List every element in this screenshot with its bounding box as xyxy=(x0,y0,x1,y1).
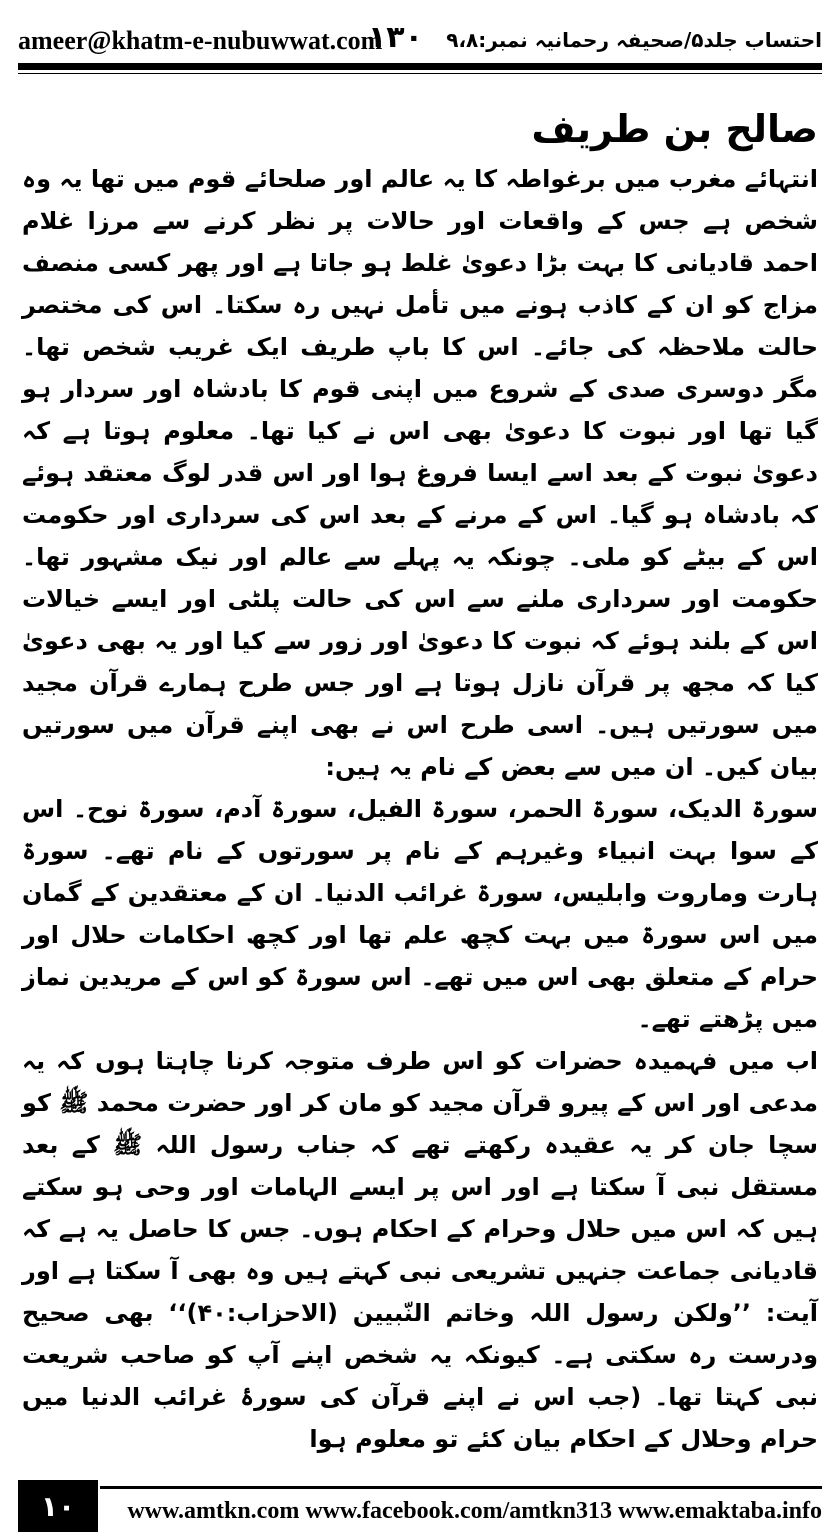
footer-rule xyxy=(100,1486,822,1489)
header-email: ameer@khatm-e-nubuwwat.com xyxy=(18,26,383,55)
article-paragraph-3: اب میں فہمیدہ حضرات کو اس طرف متوجہ کرنا چاہتا ہوں کہ یہ مدعی اور اس کے پیرو قرآن مجید کو مان کر اور حضرت محمد ﷺ کو سچا جان کر یہ عقیدہ رکھتے تھے کہ جناب رسول اللہ ﷺ کے بعد مستقل نبی آ سکتا ہے اور اس پر ایسے الہامات اور وحی ہو سکتے ہیں کہ اس میں حلال وحرام کے احکام ہوں۔ جس کا حاصل یہ ہے کہ قادیانی جماعت جنہیں تشریعی نبی کہتے ہیں وہ بھی آ سکتا ہے اور آیت: ’’ولکن رسول اللہ وخاتم النّبیین (الاحزاب:۴۰)‘‘ بھی صحیح ودرست رہ سکتی ہے۔ کیونکہ یہ شخص اپنے آپ کو صاحب شریعت نبی کہتا تھا۔ (جب اس نے اپنے قرآن کی سورۂ غرائب الدنیا میں حرام وحلال کے احکام بیان کئے تو معلوم ہوا xyxy=(22,1047,818,1453)
article-body xyxy=(22,100,818,1460)
article-paragraph-2: سورۃ الدیک، سورۃ الحمر، سورۃ الفیل، سورۃ آدم، سورۃ نوح۔ اس کے سوا بہت انبیاء وغیرہم کے نام پر سورتوں کے نام تھے۔ سورۃ ہارت وماروت وابلیس، سورۃ غرائب الدنیا۔ ان کے معتقدین کے گمان میں اس سورۃ میں بہت کچھ علم تھا اور کچھ احکامات حلال اور حرام کے متعلق بھی اس میں تھے۔ اس سورۃ کو اس کے مریدین نماز میں پڑھتے تھے۔ xyxy=(22,795,818,1033)
footer-page-number: ۱۰ xyxy=(18,1480,98,1532)
article-paragraph-1: انتہائے مغرب میں برغواطہ کا یہ عالم اور صلحائے قوم میں تھا یہ وہ شخص ہے جس کے واقعات اور حالات پر نظر کرنے سے مرزا غلام احمد قادیانی کا بہت بڑا دعویٰ غلط ہو جاتا ہے اور پھر کسی منصف مزاج کو ان کے کاذب ہونے میں تأمل نہیں رہ سکتا۔ اس کی مختصر حالت ملاحظہ کی جائے۔ اس کا باپ طریف ایک غریب شخص تھا۔ مگر دوسری صدی کے شروع میں اپنی قوم کا بادشاہ اور سردار ہو گیا تھا اور نبوت کا دعویٰ بھی اس نے کیا تھا۔ معلوم ہوتا ہے کہ دعویٰ نبوت کے بعد اسے ایسا فروغ ہوا اور اس قدر لوگ معتقد ہوئے کہ بادشاہ ہو گیا۔ اس کے مرنے کے بعد اس کی سرداری اور حکومت اس کے بیٹے کو ملی۔ چونکہ یہ پہلے سے عالم اور نیک مشہور تھا۔ حکومت اور سرداری ملنے سے اس کی حالت پلٹی اور ایسے خیالات اس کے بلند ہوئے کہ نبوت کا دعویٰ اور زور سے کیا اور یہ بھی دعویٰ کیا کہ مجھ پر قرآن نازل ہوتا ہے اور جس طرح ہمارے قرآن مجید میں سورتیں ہیں۔ اسی طرح اس نے بھی اپنے قرآن میں سورتیں بیان کیں۔ ان میں سے بعض کے نام یہ ہیں: xyxy=(22,165,818,781)
header-page-number: ۱۳۰ xyxy=(368,20,423,55)
header-rule-thin xyxy=(18,73,822,74)
footer-urls: www.amtkn.com www.facebook.com/amtkn313 www.emaktaba.info xyxy=(127,1498,822,1524)
article-title: صالح بن طریف xyxy=(531,107,818,151)
header-rule xyxy=(18,63,822,70)
page-header xyxy=(18,8,822,62)
header-journal-title: احتساب جلد۵/صحیفہ رحمانیہ نمبر:۹،۸ xyxy=(446,28,822,52)
